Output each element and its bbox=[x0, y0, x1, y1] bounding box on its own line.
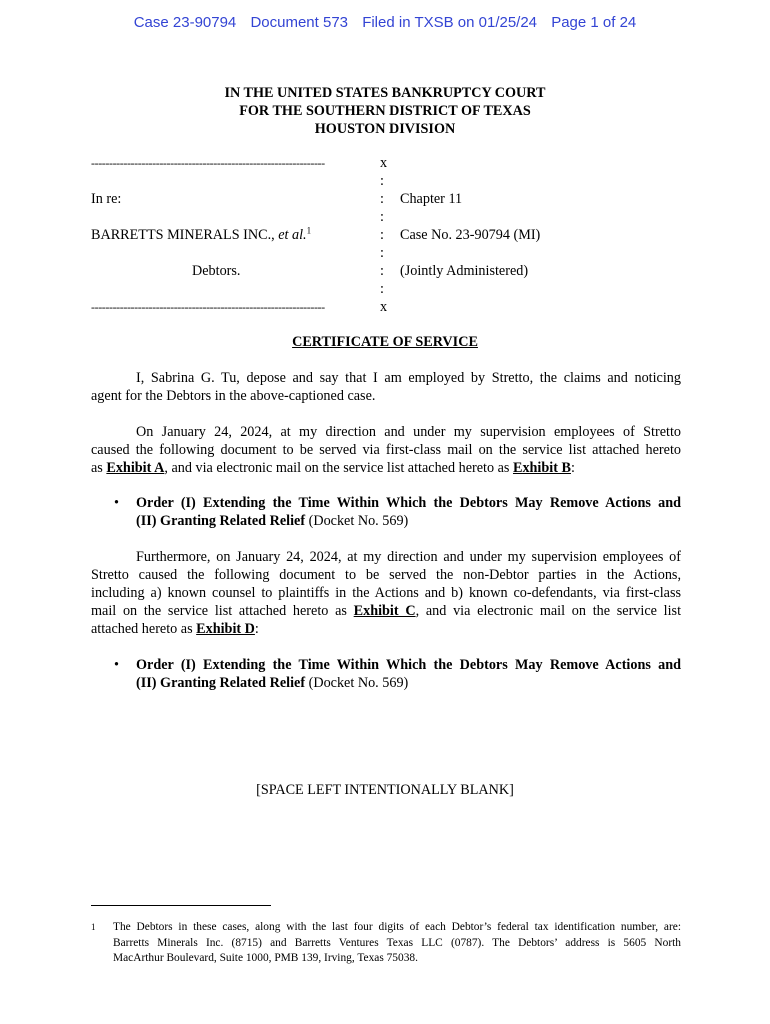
paragraph-line: including a) known counsel to plaintiffs in the Actions and b) known co-defendants, via first-class bbox=[91, 585, 681, 601]
court-heading bbox=[0, 84, 770, 138]
court-line-2: FOR THE SOUTHERN DISTRICT OF TEXAS bbox=[239, 103, 531, 119]
jointly-administered: (Jointly Administered) bbox=[400, 263, 529, 279]
footnote-text bbox=[113, 920, 681, 967]
paragraph-2 bbox=[91, 423, 681, 477]
footnote-line: The Debtors in these cases, along with the last four digits of each Debtor’s federal tax identification number, are: bbox=[113, 921, 681, 933]
order-title-bold: (II) Granting Related Relief bbox=[136, 675, 306, 691]
caption-bottom-rule: ----------------------------------------------------------------- bbox=[91, 300, 325, 314]
paragraph-line: agent for the Debtors in the above-captioned case. bbox=[91, 388, 376, 404]
caption-colon: : bbox=[380, 173, 384, 189]
bullet-icon: • bbox=[114, 495, 119, 511]
court-line-1: IN THE UNITED STATES BANKRUPTCY COURT bbox=[224, 85, 546, 101]
caption-colon: : bbox=[380, 227, 384, 243]
footnote-divider bbox=[91, 905, 271, 906]
paragraph-line bbox=[91, 459, 681, 477]
order-title-line: Order (I) Extending the Time Within Which the Debtors May Remove Actions and bbox=[136, 495, 681, 511]
court-line-3: HOUSTON DIVISION bbox=[314, 121, 456, 137]
paragraph-line: I, Sabrina G. Tu, depose and say that I am employed by Stretto, the claims and noticing bbox=[136, 370, 681, 386]
text-run: , and via electronic mail on the service list attached hereto as bbox=[164, 460, 513, 476]
order-title-line bbox=[136, 674, 681, 692]
caption-colon: : bbox=[380, 263, 384, 279]
footnote-ref: 1 bbox=[306, 225, 312, 236]
footnote-number: 1 bbox=[91, 922, 96, 932]
paragraph-line bbox=[91, 620, 681, 638]
text-run: attached hereto as bbox=[91, 621, 197, 637]
debtor-name bbox=[91, 226, 311, 244]
exhibit-a-ref: Exhibit A bbox=[106, 460, 165, 476]
text-run: : bbox=[254, 621, 259, 637]
paragraph-line: On January 24, 2024, at my direction and under my supervision employees of Stretto bbox=[136, 424, 681, 440]
exhibit-b-ref: Exhibit B bbox=[512, 460, 571, 476]
et-al: et al. bbox=[278, 227, 307, 243]
stamp-filed: Filed in TXSB on 01/25/24 bbox=[362, 14, 538, 31]
paragraph-line: Furthermore, on January 24, 2024, at my direction and under my supervision employees of bbox=[136, 549, 681, 565]
text-run: as bbox=[91, 460, 107, 476]
paragraph-line bbox=[91, 602, 681, 620]
paragraph-3 bbox=[91, 548, 681, 638]
blank-space-notice: [SPACE LEFT INTENTIONALLY BLANK] bbox=[256, 782, 514, 798]
text-run: : bbox=[570, 460, 575, 476]
debtor-name-text: BARRETTS MINERALS INC., bbox=[91, 227, 275, 243]
exhibit-d-ref: Exhibit D bbox=[196, 621, 255, 637]
case-number: Case No. 23-90794 (MI) bbox=[400, 227, 541, 243]
caption-top-rule: ----------------------------------------------------------------- bbox=[91, 156, 325, 170]
bullet-text bbox=[136, 494, 681, 530]
caption-colon: : bbox=[380, 245, 384, 261]
filing-stamp bbox=[0, 14, 770, 32]
debtors-label: Debtors. bbox=[192, 263, 241, 279]
docket-ref: (Docket No. 569) bbox=[305, 513, 409, 529]
stamp-page: Page 1 of 24 bbox=[551, 14, 637, 31]
paragraph-1 bbox=[91, 369, 681, 405]
paragraph-line: caused the following document to be served via first-class mail on the service list attached hereto bbox=[91, 442, 681, 458]
chapter-label: Chapter 11 bbox=[400, 191, 463, 207]
stamp-document: Document 573 bbox=[250, 14, 349, 31]
text-run: , and via electronic mail on the service list bbox=[415, 603, 682, 619]
docket-ref: (Docket No. 569) bbox=[305, 675, 409, 691]
certificate-title: CERTIFICATE OF SERVICE bbox=[292, 334, 478, 350]
in-re-label: In re: bbox=[91, 191, 122, 207]
order-title-line bbox=[136, 512, 681, 530]
stamp-case: Case 23-90794 bbox=[133, 14, 237, 31]
exhibit-c-ref: Exhibit C bbox=[353, 603, 416, 619]
order-title-bold: (II) Granting Related Relief bbox=[136, 513, 306, 529]
footnote-line: Barretts Minerals Inc. (8715) and Barretts Ventures Texas LLC (0787). The Debtors’ address is 5605 North bbox=[113, 936, 681, 949]
caption-colon: : bbox=[380, 209, 384, 225]
footnote-line: MacArthur Boulevard, Suite 1000, PMB 139, Irving, Texas 75038. bbox=[113, 952, 418, 964]
caption-top-x: x bbox=[380, 155, 388, 171]
caption-colon: : bbox=[380, 191, 384, 207]
bullet-icon: • bbox=[114, 657, 119, 673]
caption-bottom-x: x bbox=[380, 299, 388, 315]
bullet-text bbox=[136, 656, 681, 692]
paragraph-line: Stretto caused the following document to be served the non-Debtor parties in the Actions, bbox=[91, 567, 681, 583]
order-title-line: Order (I) Extending the Time Within Which the Debtors May Remove Actions and bbox=[136, 657, 681, 673]
text-run: mail on the service list attached hereto as bbox=[91, 603, 354, 619]
caption-colon: : bbox=[380, 281, 384, 297]
